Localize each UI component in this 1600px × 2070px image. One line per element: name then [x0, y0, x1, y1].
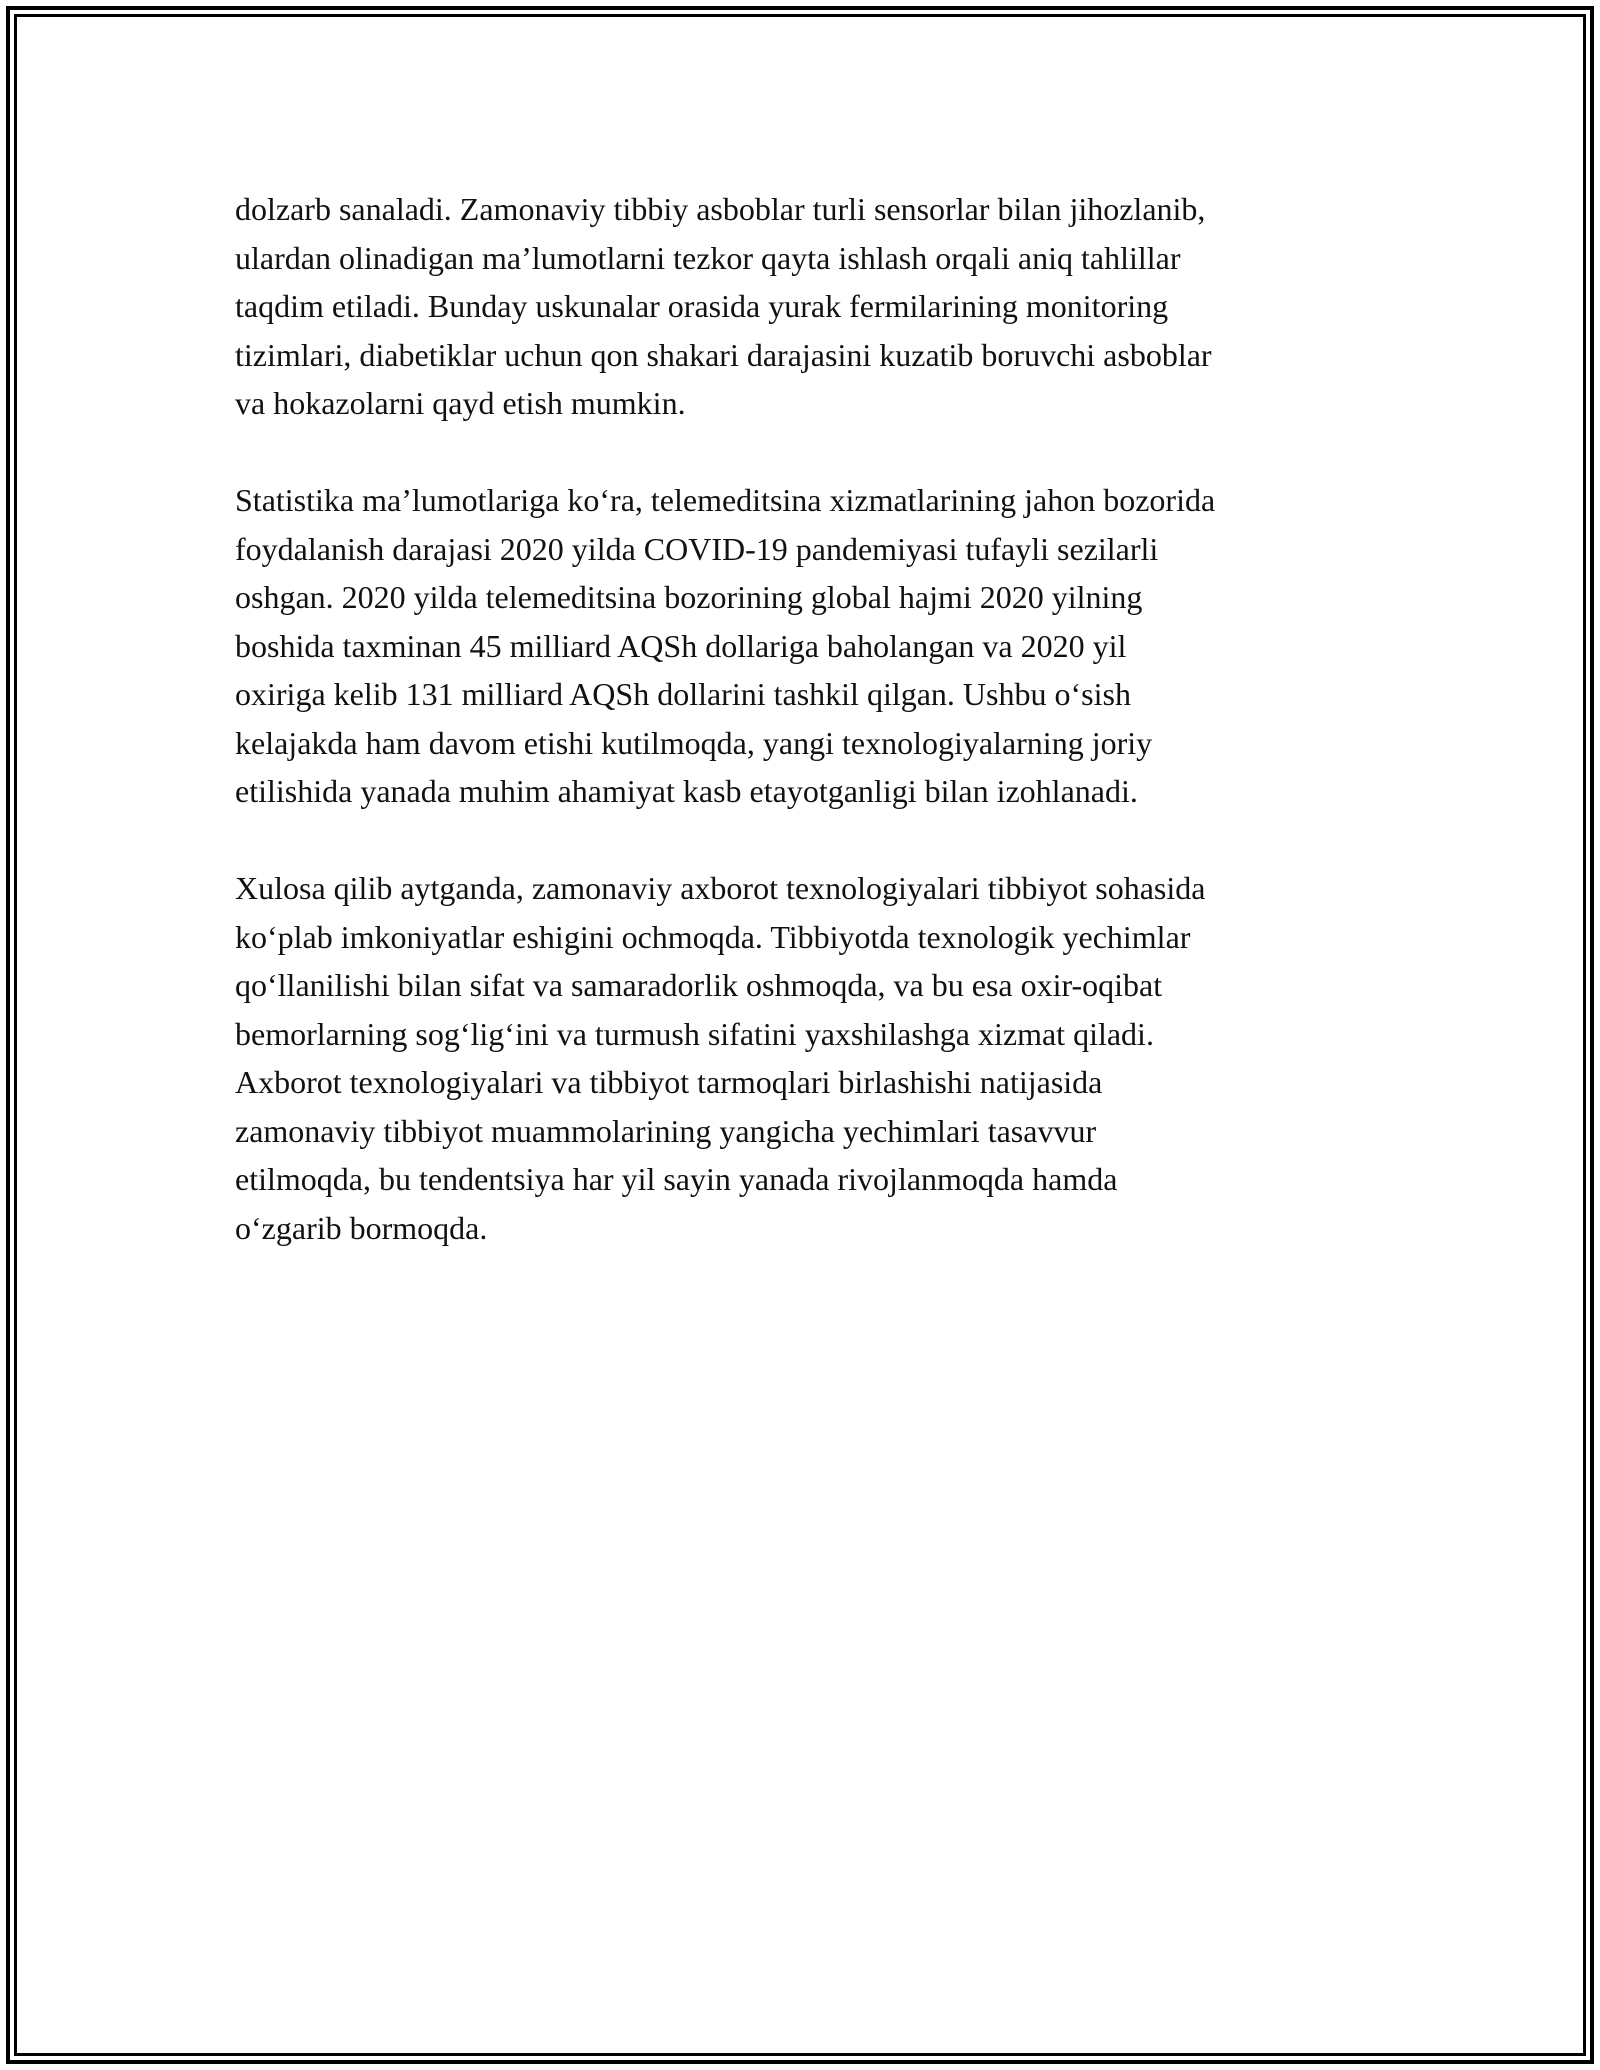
document-body: [235, 185, 1395, 1301]
paragraph-1: dolzarb sanaladi. Zamonaviy tibbiy asboblar turli sensorlar bilan jihozlanib, ulardan olinadigan ma’lumotlarni tezkor qayta ishlash orqali aniq tahlillar taqdim etiladi. Bunday uskunalar orasida yurak fermilarining monitoring tizimlari, diabetiklar uchun qon shakari darajasini kuzatib boruvchi asboblar va hokazolarni qayd etish mumkin.: [235, 191, 1212, 421]
paragraph-3: Xulosa qilib aytganda, zamonaviy axborot texnologiyalari tibbiyot sohasida koʻplab imkoniyatlar eshigini ochmoqda. Tibbiyotda texnologik yechimlar qoʻllanilishi bilan sifat va samaradorlik oshmoqda, va bu esa oxir-oqibat bemorlarning sogʻligʻini va turmush sifatini yaxshilashga xizmat qiladi. Axborot texnologiyalari va tibbiyot tarmoqlari birlashishi natijasida zamonaviy tibbiyot muammolarining yangicha yechimlari tasavvur etilmoqda, bu tendentsiya har yil sayin yanada rivojlanmoqda hamda oʻzgarib bormoqda.: [235, 870, 1206, 1246]
paragraph-2: Statistika ma’lumotlariga koʻra, telemeditsina xizmatlarining jahon bozorida foydalanish darajasi 2020 yilda COVID-19 pandemiyasi tufayli sezilarli oshgan. 2020 yilda telemeditsina bozorining global hajmi 2020 yilning boshida taxminan 45 milliard AQSh dollariga baholangan va 2020 yil oxiriga kelib 131 milliard AQSh dollarini tashkil qilgan. Ushbu oʻsish kelajakda ham davom etishi kutilmoqda, yangi texnologiyalarning joriy etilishida yanada muhim ahamiyat kasb etayotganligi bilan izohlanadi.: [235, 482, 1216, 809]
